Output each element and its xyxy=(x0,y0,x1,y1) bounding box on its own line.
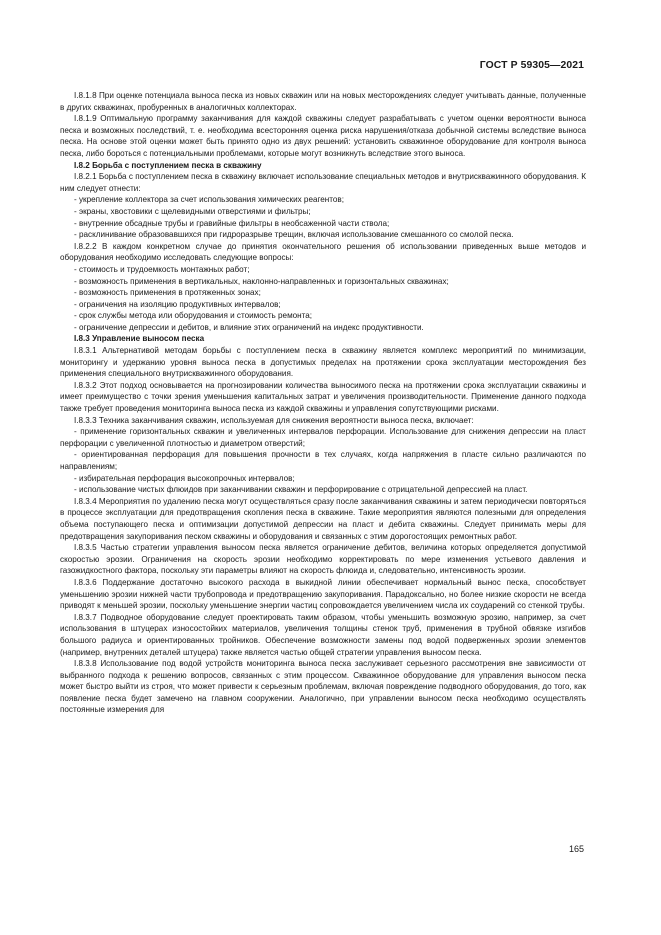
list-item: - избирательная перфорация высокопрочных интервалов; xyxy=(74,473,295,483)
list-item: - ограничения на изоляцию продуктивных интервалов; xyxy=(74,299,281,309)
document-body xyxy=(60,90,586,716)
paragraph: I.8.2.2 В каждом конкретном случае до принятия окончательного решения об использовании приведенных выше методов и оборудования необходимо исследовать следующие вопросы: xyxy=(60,241,586,263)
paragraph: I.8.3.5 Частью стратегии управления выносом песка является ограничение дебитов, величина которых определяется допустимой скоростью эрозии. Ограничения на скорость эрозии необходимо корректировать по мере изменения устьевого давления и газожидкостного фактора, поскольку эти параметры влияют на скорость флюида и, следовательно, интенсивность эрозии. xyxy=(60,543,586,576)
standard-header: ГОСТ Р 59305—2021 xyxy=(479,60,584,71)
list-item: - внутренние обсадные трубы и гравийные фильтры в необсаженной части ствола; xyxy=(74,218,390,228)
paragraph: I.8.3.7 Подводное оборудование следует проектировать таким образом, чтобы уменьшить возможную эрозию, например, за счет использования в штуцерах износостойких материалов, увеличения толщины стенок труб, применения в трубной обвязке изгибов большого радиуса и ориентированных тройников. Обеспечение возможности замены под водой подверженных эрозии элементов (например, внутренних деталей штуцера) также является частью общей стратегии управления выносом песка. xyxy=(60,612,586,657)
list-item: - ориентированная перфорация для повышения прочности в тех случаях, когда напряжения в пласте сильно различаются по направлениям; xyxy=(60,450,586,471)
paragraph: I.8.3.3 Техника заканчивания скважин, используемая для снижения вероятности выноса песка, включает: xyxy=(74,415,474,425)
list-item: - ограничение депрессии и дебитов, и влияние этих ограничений на индекс продуктивности. xyxy=(74,322,424,332)
list-item: - расклинивание образовавшихся при гидроразрыве трещин, включая использование смешанного со смолой песка. xyxy=(74,230,514,240)
list-item: - укрепление коллектора за счет использования химических реагентов; xyxy=(74,195,345,205)
section-heading: I.8.3 Управление выносом песка xyxy=(74,334,205,344)
paragraph: I.8.3.1 Альтернативой методам борьбы с поступлением песка в скважину является комплекс мероприятий по минимизации, мониторингу и удержанию уровня выноса песка в допустимых пределах на протяжении срока эксплуатации месторождения без применения специального внутрискважинного оборудования. xyxy=(60,346,586,379)
list-item: - экраны, хвостовики с щелевидными отверстиями и фильтры; xyxy=(74,206,311,216)
paragraph: I.8.3.2 Этот подход основывается на прогнозировании количества выносимого песка на протяжении срока эксплуатации скважины и имеет преимущество с точки зрения уменьшения капитальных затрат и увеличения производительности. Применение данного подхода также требует проведения мониторинга выноса песка из каждой скважины и управления сопутствующими рисками. xyxy=(60,380,586,414)
list-item: - возможность применения в протяженных зонах; xyxy=(74,288,261,298)
paragraph: I.8.3.6 Поддержание достаточно высокого расхода в выкидной линии обеспечивает нормальный вынос песка, способствует уменьшению эрозии нижней части трубопровода и предотвращению закупоривания. Парадоксально, но более низкие скорости не всегда приводят к меньшей эрозии, поскольку уменьшение энергии частиц сопровождается увеличением числа их соударений со стенкой трубы. xyxy=(60,577,586,611)
paragraph: I.8.2.1 Борьба с поступлением песка в скважину включает использование специальных методов и внутрискважинного оборудования. К ним следует отнести: xyxy=(60,172,586,193)
list-item: - возможность применения в вертикальных, наклонно-направленных и горизонтальных скважинах; xyxy=(74,276,449,286)
list-item: - стоимость и трудоемкость монтажных работ; xyxy=(74,264,250,274)
list-item: - срок службы метода или оборудования и стоимость ремонта; xyxy=(74,311,313,321)
page-number: 165 xyxy=(568,844,584,854)
section-heading: I.8.2 Борьба с поступлением песка в скважину xyxy=(74,160,262,170)
list-item: - применение горизонтальных скважин и увеличенных интервалов перфорации. Использование для снижения депрессии на пласт перфорации с увеличенной плотностью и диаметром отверстий; xyxy=(60,427,586,448)
paragraph: I.8.3.8 Использование под водой устройств мониторинга выноса песка заслуживает серьезного рассмотрения вне зависимости от выбранного подхода к решению вопросов, связанных с этим процессом. Скважинное оборудование для управления выносом песка может быстро выйти из строя, что может привести к серьезным проблемам, включая повреждение подводного оборудования, до того, как появление песка будет замечено на главном сооружении. Аналогично, при управлении выносом песка необходимо осуществлять постоянные измерения для xyxy=(60,659,586,715)
paragraph: I.8.3.4 Мероприятия по удалению песка могут осуществляться сразу после заканчивания скважины и затем периодически повторяться в процессе эксплуатации для предотвращения скопления песка в скважине. Такие мероприятия являются полезными для определения объема поступающего песка и оптимизации допустимой депрессии на пласт и дебита скважины. Следует принимать меры для предотвращения закупоривания песком скважины и оборудования и связанных с этим дорогостоящих ремонтных работ. xyxy=(60,496,586,541)
list-item: - использование чистых флюидов при заканчивании скважин и перфорирование с отрицательной депрессией на пласт. xyxy=(74,485,528,495)
paragraph: I.8.1.8 При оценке потенциала выноса песка из новых скважин или на новых месторождениях следует учитывать данные, полученные в других скважинах, пробуренных в аналогичных коллекторах. xyxy=(60,91,586,112)
paragraph: I.8.1.9 Оптимальную программу заканчивания для каждой скважины следует разрабатывать с учетом оценки вероятности выноса песка и возможных последствий, т. е. необходима всесторонняя оценка риска нарушения/отказа добычной системы вследствие выноса песка. На основе этой оценки может быть принято одно из двух решений: установить скважинное оборудование для контроля выноса песка, либо бороться с потенциальными проблемами, которые могут возникнуть вследствие этого выноса. xyxy=(60,114,586,158)
